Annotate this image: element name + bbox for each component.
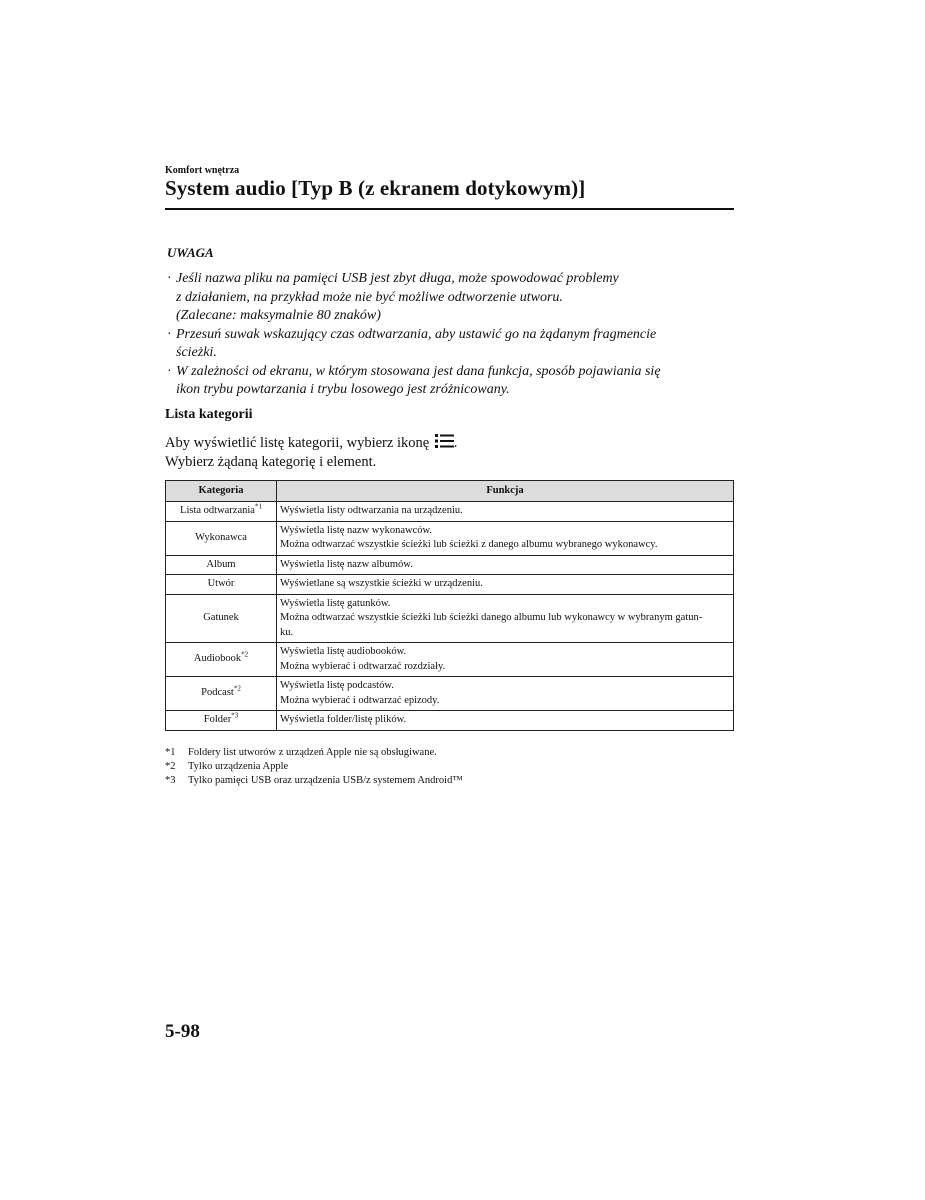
category-cell: Audiobook$^{*2}$ [166, 643, 277, 677]
intro-line: Wybierz żądaną kategorię i element. [165, 454, 377, 470]
section-label: Komfort wnętrza [165, 165, 240, 176]
function-cell: Wyświetla listę podcastów. Można wybierać i odtwarzać epizody. [277, 677, 734, 711]
table-row [166, 594, 734, 643]
footnote [165, 760, 463, 774]
table-row [166, 711, 734, 731]
function-cell: Wyświetla listę gatunków. Można odtwarzać wszystkie ścieżki lub ścieżki danego albumu lub wykonawcy w wybranym gatun- ku. [277, 594, 734, 643]
intro-line [165, 434, 457, 453]
table-row [166, 555, 734, 575]
footnote-mark: *1 [165, 747, 176, 758]
table-row [166, 575, 734, 595]
category-cell: Lista odtwarzania$^{*1}$ [166, 502, 277, 522]
footnote-mark: *3 [231, 711, 239, 720]
table-row [166, 643, 734, 677]
list-icon [435, 434, 454, 448]
footnote-mark: *3 [165, 775, 176, 786]
table-row [166, 521, 734, 555]
footnote [165, 746, 463, 760]
bullet: · [167, 271, 172, 286]
table-header-row [166, 481, 734, 502]
footnote-text: Tylko urządzenia Apple [188, 761, 289, 772]
note-line: Jeśli nazwa pliku na pamięci USB jest zbyt długa, może spowodować problemy [176, 271, 619, 286]
footnote-mark: *2 [241, 650, 249, 659]
note-line: W zależności od ekranu, w którym stosowana jest dana funkcja, sposób pojawiania się [176, 363, 661, 379]
note-heading: UWAGA [167, 245, 214, 260]
table-row [166, 502, 734, 522]
category-cell: Gatunek [166, 594, 277, 643]
footnote-text: Tylko pamięci USB oraz urządzenia USB/z systemem Android™ [188, 775, 463, 786]
intro-period: . [453, 435, 458, 451]
note-item [167, 326, 737, 363]
bullet: · [167, 363, 172, 379]
category-cell: Folder$^{*3}$ [166, 711, 277, 731]
note-item [167, 270, 737, 326]
function-cell: Wyświetla listę nazw wykonawców. Można odtwarzać wszystkie ścieżki lub ścieżki z danego albumu wybranego wykonawcy. [277, 521, 734, 555]
note-list [167, 270, 737, 400]
footnote-mark: *2 [233, 684, 241, 693]
note-line: z działaniem, na przykład może nie być możliwe odtworzenie utworu. [176, 289, 563, 305]
footnote-text: Foldery list utworów z urządzeń Apple nie są obsługiwane. [188, 747, 437, 758]
category-cell: Wykonawca [166, 521, 277, 555]
function-cell: Wyświetlane są wszystkie ścieżki w urządzeniu. [277, 575, 734, 595]
function-cell: Wyświetla listę nazw albumów. [277, 555, 734, 575]
page-number: 5-98 [165, 1021, 200, 1042]
footnote [165, 774, 463, 788]
function-cell: Wyświetla listy odtwarzania na urządzeniu. [277, 502, 734, 522]
column-header-category: Kategoria [166, 481, 277, 502]
note-line: Przesuń suwak wskazujący czas odtwarzania, aby ustawić go na żądanym fragmencie [176, 326, 657, 342]
category-cell: Podcast$^{*2}$ [166, 677, 277, 711]
footnote-mark: *2 [165, 761, 176, 772]
footnotes [165, 746, 463, 788]
category-table [165, 480, 734, 731]
bullet: · [167, 326, 172, 342]
note-line: ścieżki. [176, 345, 217, 360]
column-header-function: Funkcja [277, 481, 734, 502]
function-cell: Wyświetla listę audiobooków. Można wybierać i odtwarzać rozdziały. [277, 643, 734, 677]
note-line: ikon trybu powtarzania i trybu losowego jest zróżnicowany. [176, 382, 510, 397]
title-rule [165, 208, 734, 210]
function-cell: Wyświetla folder/listę plików. [277, 711, 734, 731]
footnote-mark: *1 [254, 502, 262, 511]
note-item [167, 363, 737, 400]
category-cell: Utwór [166, 575, 277, 595]
note-line: (Zalecane: maksymalnie 80 znaków) [176, 308, 381, 323]
category-cell: Album [166, 555, 277, 575]
intro-text: Aby wyświetlić listę kategorii, wybierz ikonę [165, 435, 430, 451]
category-list-intro [165, 434, 457, 472]
table-row [166, 677, 734, 711]
category-list-heading: Lista kategorii [165, 407, 253, 422]
page-title: System audio [Typ B (z ekranem dotykowym)] [165, 176, 586, 200]
